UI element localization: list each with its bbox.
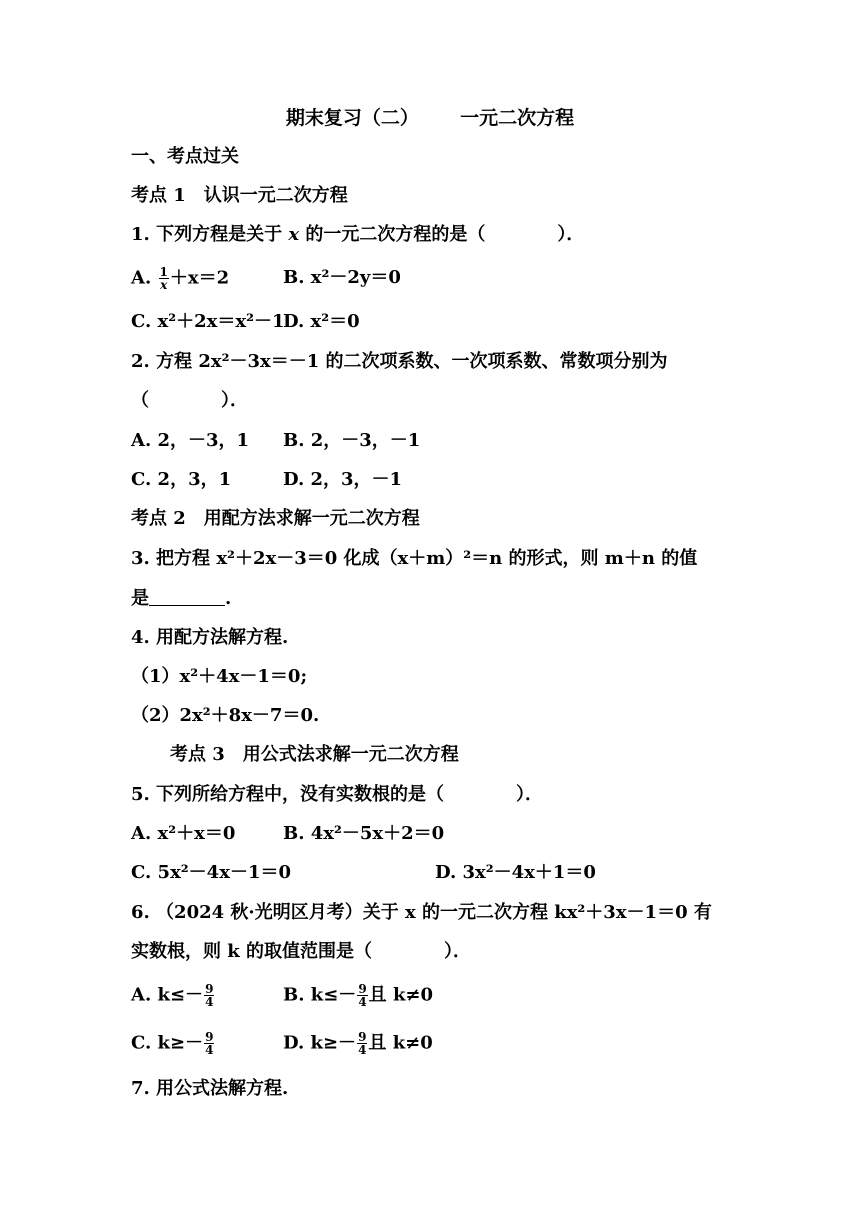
kp2-heading: 考点 2 用配方法求解一元二次方程 [131,508,420,529]
q3-stem-line1: 3. 把方程 x²＋2x－3＝0 化成（x＋m）²＝n 的形式，则 m＋n 的值 [131,548,698,569]
q4-stem: 4. 用配方法解方程. [131,627,289,648]
q6-b-fraction: $\frac{9}{4}$ [358,982,367,1009]
q6-option-c: C. k≥－ $\frac{9}{4}$ [131,1030,214,1057]
q6-option-d: D. k≥－ $\frac{9}{4}$ 且 k≠0 [283,1030,433,1057]
q1-option-a: A. $\frac{1}{x}$ ＋x＝2 [131,265,230,292]
kp1-heading: 考点 1 认识一元二次方程 [131,185,348,206]
q6-option-a: A. k≤－ $\frac{9}{4}$ [131,982,214,1009]
q1-stem: 1. 下列方程是关于 x 的一元二次方程的是（ ）． [131,224,585,245]
q4-part1: （1）x²＋4x－1＝0; [131,666,308,687]
q6-a-fraction: $\frac{9}{4}$ [205,982,214,1009]
q1-fraction: $\frac{1}{x}$ [159,265,168,292]
page-title [0,105,860,131]
q6-d-fraction: $\frac{9}{4}$ [358,1030,367,1057]
q2-option-b: B. 2，－3，－1 [283,430,421,451]
q1-option-b: B. x²－2y＝0 [283,267,401,288]
q5-option-b: B. 4x²－5x＋2＝0 [283,823,445,844]
q6-stem-line1: 6. （2024 秋·光明区月考）关于 x 的一元二次方程 kx²＋3x－1＝0 有 [131,902,712,923]
q1-option-d: D. x²＝0 [283,311,360,332]
section-heading: 一、考点过关 [131,146,239,167]
q3-answer-blank[interactable] [149,589,225,606]
q6-c-fraction: $\frac{9}{4}$ [205,1030,214,1057]
q5-stem: 5. 下列所给方程中，没有实数根的是（ ）． [131,784,544,805]
q2-option-c: C. 2，3，1 [131,469,232,490]
q6-stem-line2: 实数根，则 k 的取值范围是（ ）． [131,941,472,962]
q4-part2: （2）2x²＋8x－7＝0. [131,705,320,726]
title-right: 一元二次方程 [460,107,575,129]
kp3-heading: 考点 3 用公式法求解一元二次方程 [170,744,459,765]
q2-option-a: A. 2，－3，1 [131,430,250,451]
q5-option-c: C. 5x²－4x－1＝0 [131,862,291,883]
q5-option-a: A. x²＋x＝0 [131,823,236,844]
title-left: 期末复习（二） [285,107,419,129]
q5-option-d: D. 3x²－4x＋1＝0 [435,862,596,883]
q3-stem-line2: 是 . [131,588,232,609]
q2-option-d: D. 2，3，－1 [283,469,403,490]
q1-option-c: C. x²＋2x＝x²－1 [131,311,285,332]
q7-stem: 7. 用公式法解方程. [131,1078,289,1099]
q2-stem-line1: 2. 方程 2x²－3x＝－1 的二次项系数、一次项系数、常数项分别为 [131,351,668,372]
q6-option-b: B. k≤－ $\frac{9}{4}$ 且 k≠0 [283,982,434,1009]
q2-stem-line2: （ ）． [131,390,248,411]
